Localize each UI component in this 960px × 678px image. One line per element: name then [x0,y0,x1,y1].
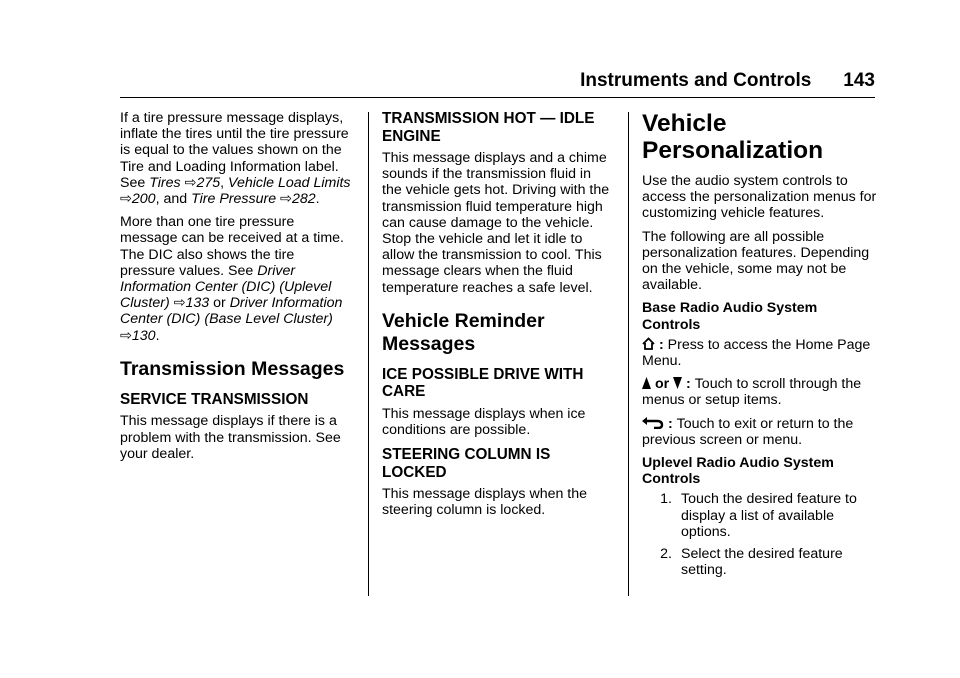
dic-paragraph: More than one tire pressure message can be received at a time. The DIC also shows the tire pressure values. See Driver Information Center (DIC) (Uplevel Cluster) ⇨133 or Driver Information Center (DIC) (Base Level Cluster) ⇨130. [120,214,344,344]
column-divider [628,112,629,596]
ref-dic-base[interactable]: Driver Information Center (DIC) (Base Level Cluster) [120,295,343,328]
home-icon [642,337,659,353]
page-reference-arrow-icon: ⇨ [173,295,186,312]
column-1 [120,110,352,469]
home-control-item: : Press to access the Home Page Menu. [642,336,871,370]
body-paragraph: This message displays and a chime sounds if the transmission fluid in the vehicle gets hot. Driving with the transmission fluid temperature high can cause damage to the vehicle. Stop the vehicle and let it idle to allow the transmission to cool. This message clears when the fluid temperature reaches a safe level. [382,150,610,296]
column-divider [368,112,369,596]
up-arrow-icon [642,376,655,392]
section-heading: Vehicle Reminder Messages [382,309,545,355]
main-heading: Vehicle Personalization [642,110,824,164]
section-title: Instruments and Controls [580,70,812,91]
ref-tires[interactable]: Tires [149,174,181,191]
body-paragraph: Use the audio system controls to access the personalization menus for customizing vehicle features. [642,173,877,222]
ref-tire-pressure[interactable]: Tire Pressure [191,191,277,208]
tire-pressure-paragraph: If a tire pressure message displays, inflate the tires until the tire pressure is equal to the values shown on the Tire and Loading Information label. See Tires ⇨275, Vehicle Load Limits ⇨200, and Tire Pressure ⇨282. [120,110,351,208]
back-icon [642,416,668,432]
body-paragraph: This message displays when the steering column is locked. [382,486,588,519]
sub-heading: TRANSMISSION HOT — IDLE ENGINE [382,110,595,145]
list-item: 2. Select the desired feature setting. [660,546,843,579]
header-rule [120,97,875,98]
sub-heading: Uplevel Radio Audio System Controls [642,455,834,488]
sub-heading: SERVICE TRANSMISSION [120,390,309,408]
back-control-item: : Touch to exit or return to the previous screen or menu. [642,415,854,448]
page-reference-arrow-icon: ⇨ [184,174,197,191]
column-2 [382,110,612,526]
page-reference-arrow-icon: ⇨ [120,327,132,344]
page-reference-arrow-icon: ⇨ [280,191,292,208]
body-paragraph: This message displays when ice conditions are possible. [382,405,586,439]
section-heading: Transmission Messages [120,357,345,380]
body-paragraph: This message displays if there is a problem with the transmission. See your dealer. [120,413,341,462]
sub-heading: ICE POSSIBLE DRIVE WITH CARE [382,365,584,401]
page-reference-arrow-icon: ⇨ [120,191,132,208]
sub-heading: Base Radio Audio System Controls [642,300,818,333]
scroll-control-item: or : Touch to scroll through the menus or setup items. [642,376,862,409]
page-header [0,70,875,92]
ref-dic-uplevel[interactable]: Driver Information Center (DIC) (Uplevel Cluster) [120,262,332,312]
column-3 [642,110,878,584]
page-number: 143 [843,70,875,91]
list-item: 1. Touch the desired feature to display a list of available options. [660,491,857,540]
down-arrow-icon [673,376,686,392]
ref-vehicle-load-limits[interactable]: Vehicle Load Limits [228,174,351,191]
sub-heading: STEERING COLUMN IS LOCKED [382,446,551,481]
body-paragraph: The following are all possible personalization features. Depending on the vehicle, some may not be available. [642,228,870,294]
steps-list [642,491,878,578]
